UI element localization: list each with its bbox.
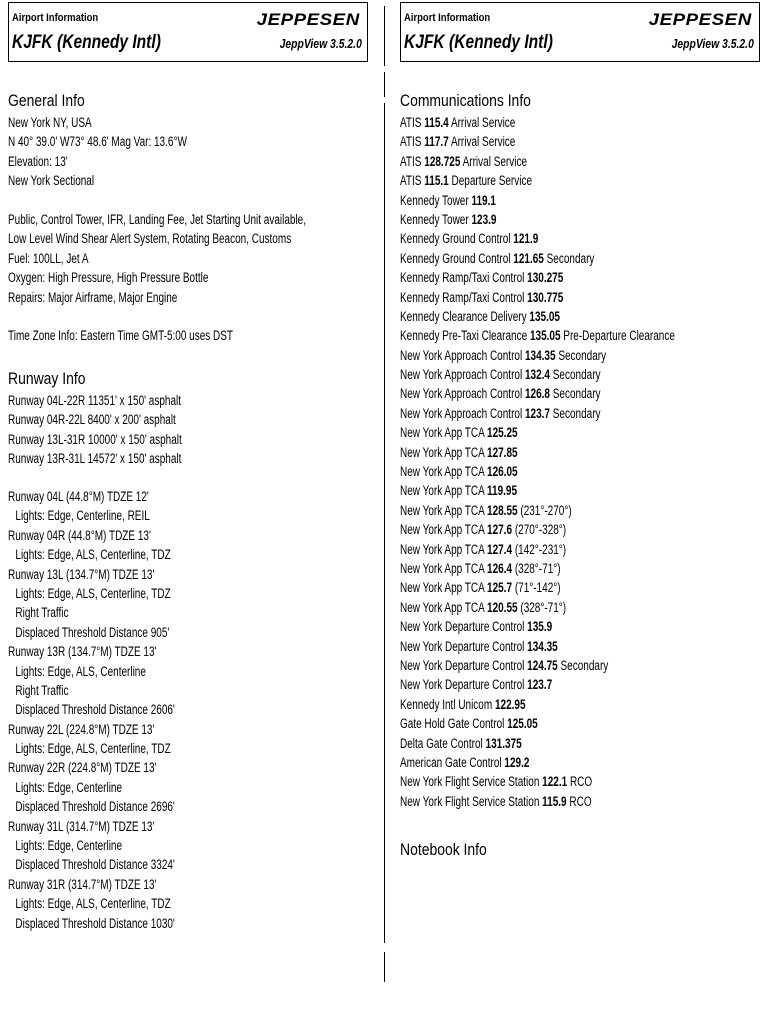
frequency-note: (328°-71°)	[514, 560, 561, 576]
runway-header-line: Runway 31L (314.7°M) TDZE 13'	[8, 818, 155, 834]
frequency-value: 123.7	[527, 677, 553, 693]
frequency-note: Pre-Departure Clearance	[563, 328, 675, 344]
communications-list	[400, 113, 768, 811]
frequency-value: 123.9	[471, 211, 497, 227]
frequency-value: 131.375	[485, 735, 522, 751]
general-info-line: Elevation: 13'	[8, 153, 68, 169]
frequency-note: (231°-270°)	[520, 502, 572, 518]
frequency-value: 123.7	[524, 405, 550, 421]
facility-name: New York App TCA	[400, 599, 485, 615]
communications-info-heading: Communications Info	[400, 91, 531, 110]
frequency-value: 121.65	[513, 250, 544, 266]
runway-detail-line: Right Traffic	[15, 682, 69, 698]
frequency-value: 115.4	[424, 115, 449, 130]
frequency-row	[400, 229, 675, 248]
facility-name: New York App TCA	[400, 483, 485, 499]
runway-header-line: Runway 04L (44.8°M) TDZE 12'	[8, 489, 149, 504]
frequency-row	[400, 443, 675, 462]
runway-details-list	[8, 487, 233, 933]
jeppesen-logo: JEPPESEN	[256, 10, 360, 29]
notebook-info-heading: Notebook Info	[400, 840, 487, 859]
frequency-note: Secondary	[552, 386, 601, 402]
column-divider	[384, 6, 385, 66]
runway-summary-line: Runway 13R-31L 14572' x 150' asphalt	[8, 451, 182, 467]
facility-name: New York Departure Control	[400, 638, 525, 654]
frequency-row	[400, 714, 675, 733]
runway-detail-line: Lights: Edge, Centerline	[15, 779, 123, 795]
facility-name: Kennedy Ground Control	[400, 250, 511, 266]
frequency-note: Secondary	[552, 367, 601, 383]
runway-header-line: Runway 22R (224.8°M) TDZE 13'	[8, 760, 157, 776]
header-caption: Airport Information	[404, 12, 491, 24]
frequency-value: 132.4	[524, 367, 550, 383]
runway-detail-line: Lights: Edge, ALS, Centerline, TDZ	[15, 585, 171, 601]
facility-name: Gate Hold Gate Control	[400, 716, 505, 732]
general-info-line: Oxygen: High Pressure, High Pressure Bottle	[8, 270, 209, 286]
blank-line	[8, 307, 306, 326]
facility-name: New York Flight Service Station	[400, 793, 540, 809]
frequency-row	[400, 772, 675, 791]
facility-name: New York Approach Control	[400, 367, 523, 383]
frequency-row	[400, 540, 675, 559]
jeppesen-logo: JEPPESEN	[648, 10, 752, 29]
frequency-row	[400, 520, 675, 539]
frequency-value: 117.7	[424, 134, 449, 150]
frequency-value: 127.4	[487, 541, 513, 557]
facility-name: New York App TCA	[400, 444, 485, 460]
frequency-value: 128.725	[424, 153, 461, 169]
facility-name: New York Approach Control	[400, 386, 523, 402]
frequency-value: 119.1	[471, 192, 496, 208]
frequency-row	[400, 617, 675, 636]
facility-name: New York App TCA	[400, 580, 485, 596]
frequency-row	[400, 656, 675, 675]
runway-header-line: Runway 22L (224.8°M) TDZE 13'	[8, 721, 155, 737]
frequency-note: Secondary	[546, 250, 595, 266]
frequency-value: 135.05	[529, 328, 561, 344]
header-box-left	[8, 2, 368, 62]
frequency-row	[400, 346, 675, 365]
facility-name: American Gate Control	[400, 754, 502, 770]
general-info-line: Time Zone Info: Eastern Time GMT-5:00 uses DST	[8, 328, 234, 344]
frequency-value: 122.95	[494, 696, 526, 712]
frequency-row	[400, 132, 675, 151]
runway-detail-line: Lights: Edge, ALS, Centerline, TDZ	[15, 896, 171, 912]
runway-header-line: Runway 04R (44.8°M) TDZE 13'	[8, 527, 151, 543]
facility-name: Kennedy Ramp/Taxi Control	[400, 270, 525, 286]
blank-line	[8, 191, 306, 210]
airport-title: KJFK (Kennedy Intl)	[404, 32, 553, 53]
general-info-line: N 40° 39.0' W73° 48.6' Mag Var: 13.6°W	[8, 134, 187, 150]
frequency-row	[400, 423, 675, 442]
facility-name: ATIS	[400, 153, 422, 169]
frequency-value: 135.9	[527, 619, 553, 635]
runway-summary-line: Runway 04R-22L 8400' x 200' asphalt	[8, 412, 176, 428]
frequency-row	[400, 501, 675, 520]
app-version: JeppView 3.5.2.0	[671, 36, 754, 51]
facility-name: New York App TCA	[400, 560, 485, 576]
general-info-line: Low Level Wind Shear Alert System, Rotating Beacon, Customs	[8, 231, 292, 247]
facility-name: New York Flight Service Station	[400, 774, 540, 790]
runway-detail-line: Right Traffic	[15, 605, 69, 621]
frequency-row	[400, 249, 675, 268]
frequency-value: 127.6	[487, 522, 513, 538]
frequency-row	[400, 191, 675, 210]
frequency-note: (328°-71°)	[520, 599, 567, 615]
runway-summary-list	[8, 391, 243, 469]
frequency-row	[400, 152, 675, 171]
frequency-value: 125.05	[507, 716, 538, 732]
frequency-row	[400, 113, 675, 132]
column-divider	[384, 952, 385, 982]
column-divider	[384, 103, 385, 943]
facility-name: ATIS	[400, 115, 422, 130]
frequency-value: 115.1	[424, 173, 449, 189]
frequency-row	[400, 365, 675, 384]
frequency-note: Arrival Service	[450, 115, 516, 130]
frequency-value: 128.55	[487, 502, 518, 518]
frequency-note: Secondary	[552, 405, 601, 421]
frequency-row	[400, 481, 675, 500]
general-info-line: New York Sectional	[8, 173, 95, 189]
frequency-row	[400, 675, 675, 694]
frequency-value: 121.9	[513, 231, 539, 247]
runway-header-line: Runway 13L (134.7°M) TDZE 13'	[8, 566, 155, 582]
frequency-row	[400, 326, 675, 345]
facility-name: New York Departure Control	[400, 657, 525, 673]
frequency-row	[400, 384, 675, 403]
frequency-note: RCO	[569, 793, 592, 809]
runway-header-line: Runway 13R (134.7°M) TDZE 13'	[8, 644, 157, 660]
frequency-note: Secondary	[558, 347, 607, 363]
frequency-value: 125.7	[487, 580, 513, 596]
runway-detail-line: Displaced Threshold Distance 2606'	[15, 702, 175, 718]
facility-name: New York App TCA	[400, 541, 485, 557]
frequency-row	[400, 307, 675, 326]
runway-summary-line: Runway 04L-22R 11351' x 150' asphalt	[8, 393, 182, 408]
frequency-value: 126.4	[487, 560, 513, 576]
header-box-right	[400, 2, 760, 62]
frequency-value: 134.35	[524, 347, 556, 363]
facility-name: New York App TCA	[400, 425, 485, 441]
frequency-row	[400, 210, 675, 229]
frequency-value: 126.8	[524, 386, 550, 402]
frequency-row	[400, 753, 675, 772]
frequency-row	[400, 559, 675, 578]
frequency-row	[400, 792, 675, 811]
airport-title: KJFK (Kennedy Intl)	[12, 32, 161, 53]
frequency-value: 120.55	[487, 599, 518, 615]
app-version: JeppView 3.5.2.0	[279, 36, 362, 51]
facility-name: Kennedy Ground Control	[400, 231, 511, 247]
frequency-value: 135.05	[529, 308, 560, 324]
runway-info-heading: Runway Info	[8, 369, 86, 388]
facility-name: ATIS	[400, 173, 422, 189]
frequency-note: (71°-142°)	[514, 580, 561, 596]
runway-detail-line: Displaced Threshold Distance 905'	[15, 624, 170, 640]
frequency-value: 119.95	[487, 483, 518, 499]
facility-name: Kennedy Tower	[400, 192, 469, 208]
runway-detail-line: Lights: Edge, Centerline	[15, 838, 123, 854]
frequency-value: 125.25	[487, 425, 518, 441]
frequency-note: Arrival Service	[450, 134, 516, 150]
general-info-line: New York NY, USA	[8, 115, 92, 130]
frequency-value: 134.35	[527, 638, 558, 654]
runway-detail-line: Displaced Threshold Distance 1030'	[15, 915, 175, 931]
runway-detail-line: Lights: Edge, Centerline, REIL	[15, 508, 150, 524]
facility-name: Kennedy Ramp/Taxi Control	[400, 289, 525, 305]
frequency-value: 129.2	[504, 754, 530, 770]
frequency-value: 124.75	[527, 657, 558, 673]
frequency-row	[400, 578, 675, 597]
facility-name: Kennedy Tower	[400, 211, 469, 227]
facility-name: Kennedy Intl Unicom	[400, 696, 493, 712]
general-info-line: Repairs: Major Airframe, Major Engine	[8, 289, 178, 305]
frequency-row	[400, 734, 675, 753]
frequency-value: 126.05	[487, 464, 518, 480]
facility-name: New York App TCA	[400, 502, 485, 518]
facility-name: Kennedy Pre-Taxi Clearance	[400, 328, 528, 344]
frequency-value: 130.275	[527, 270, 564, 286]
frequency-note: RCO	[569, 774, 593, 790]
frequency-note: (142°-231°)	[514, 541, 567, 557]
runway-detail-line: Displaced Threshold Distance 2696'	[15, 799, 175, 815]
runway-detail-line: Lights: Edge, ALS, Centerline	[15, 663, 146, 679]
facility-name: New York Approach Control	[400, 405, 523, 421]
facility-name: New York App TCA	[400, 522, 485, 538]
header-caption: Airport Information	[12, 12, 99, 24]
facility-name: Kennedy Clearance Delivery	[400, 308, 527, 324]
runway-detail-line: Lights: Edge, ALS, Centerline, TDZ	[15, 547, 171, 563]
frequency-row	[400, 462, 675, 481]
facility-name: New York Approach Control	[400, 347, 523, 363]
frequency-note: Secondary	[560, 657, 609, 673]
frequency-row	[400, 288, 675, 307]
frequency-value: 115.9	[542, 793, 567, 809]
runway-header-line: Runway 31R (314.7°M) TDZE 13'	[8, 876, 157, 892]
frequency-row	[400, 598, 675, 617]
facility-name: New York Departure Control	[400, 619, 525, 635]
frequency-value: 127.85	[487, 444, 518, 460]
facility-name: New York App TCA	[400, 464, 485, 480]
facility-name: ATIS	[400, 134, 422, 150]
general-info-heading: General Info	[8, 91, 85, 110]
frequency-row	[400, 637, 675, 656]
facility-name: Delta Gate Control	[400, 735, 483, 751]
frequency-note: Departure Service	[451, 173, 533, 189]
frequency-note: Arrival Service	[462, 153, 528, 169]
frequency-value: 122.1	[542, 774, 568, 790]
runway-summary-line: Runway 13L-31R 10000' x 150' asphalt	[8, 431, 182, 447]
general-info-line: Fuel: 100LL, Jet A	[8, 250, 89, 266]
runway-detail-line: Lights: Edge, ALS, Centerline, TDZ	[15, 741, 171, 757]
frequency-row	[400, 404, 675, 423]
frequency-row	[400, 268, 675, 287]
general-info-line: Public, Control Tower, IFR, Landing Fee, Jet Starting Unit available,	[8, 211, 307, 227]
general-info-list	[8, 113, 411, 346]
frequency-row	[400, 171, 675, 190]
frequency-row	[400, 695, 675, 714]
frequency-value: 130.775	[527, 289, 564, 305]
column-divider	[384, 72, 385, 97]
facility-name: New York Departure Control	[400, 677, 525, 693]
runway-detail-line: Displaced Threshold Distance 3324'	[15, 857, 175, 873]
frequency-note: (270°-328°)	[514, 522, 567, 538]
